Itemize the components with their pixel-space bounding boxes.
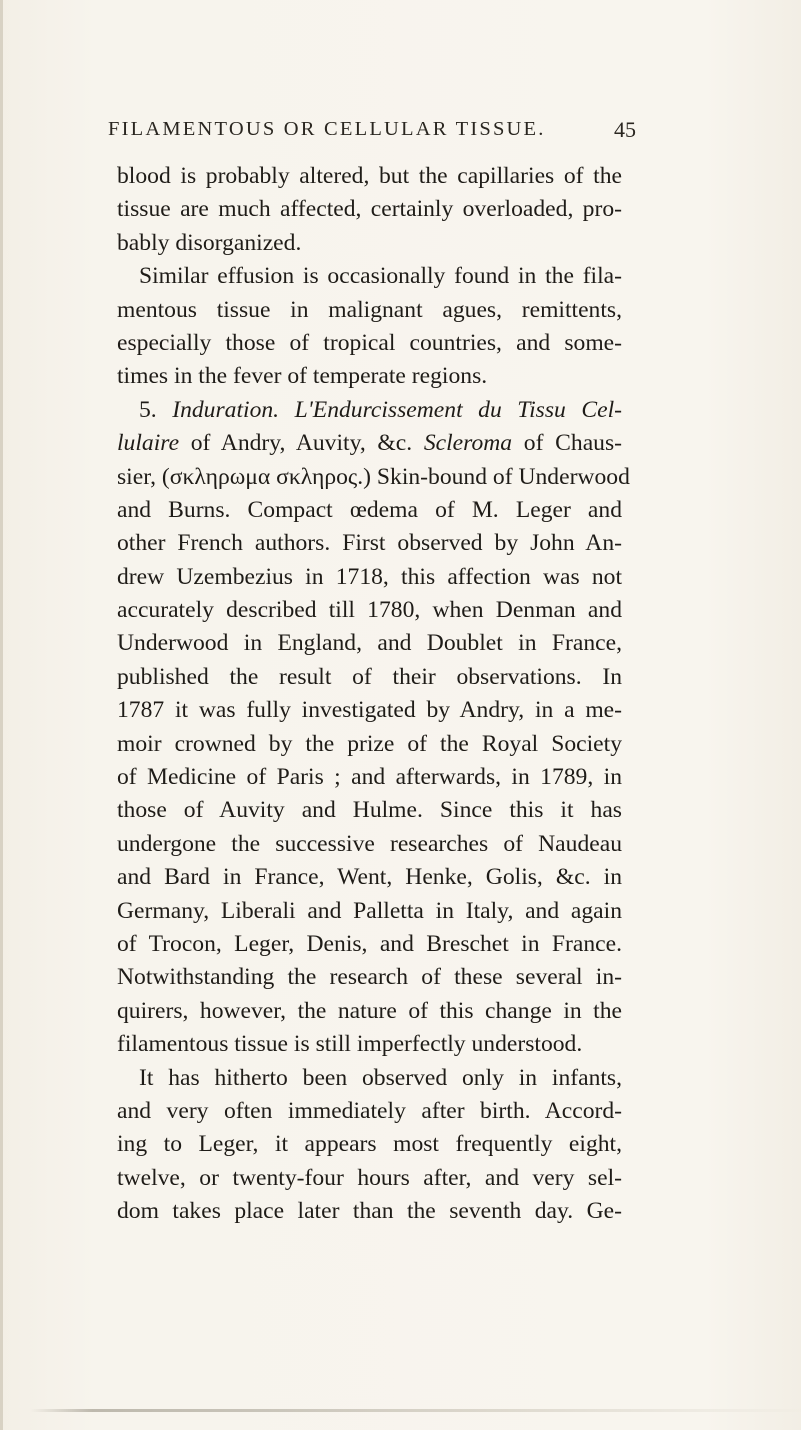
page-header (0, 112, 801, 146)
text-line: drew Uzembezius in 1718, this affection was not (117, 563, 622, 590)
running-head: FILAMENTOUS OR CELLULAR TISSUE. (108, 118, 546, 140)
text-line: twelve, or twenty-four hours after, and very sel- (117, 1164, 622, 1191)
text-line: and very often immediately after birth. Accord- (117, 1097, 622, 1124)
text-line: Germany, Liberali and Palletta in Italy, and again (117, 897, 622, 924)
text-line: published the result of their observations. In (117, 663, 622, 690)
text-line: filamentous tissue is still imperfectly understood. (117, 1031, 583, 1058)
text-line: accurately described till 1780, when Denman and (117, 597, 622, 624)
text-line: sier, (σκληρωμα σκληρος.) Skin-bound of Underwood (117, 463, 630, 490)
text-line: of Trocon, Leger, Denis, and Breschet in France. (117, 930, 622, 957)
text-line: those of Auvity and Hulme. Since this it has (117, 797, 622, 824)
page-bottom-edge (30, 1409, 801, 1412)
text-line: dom takes place later than the seventh day. Ge- (117, 1198, 622, 1225)
text-line: bably disorganized. (117, 229, 302, 256)
text-line: lulaire of Andry, Auvity, &c. Scleroma of Chaus- (117, 430, 622, 457)
text-line: other French authors. First observed by John An- (117, 530, 622, 557)
paragraph-start-line: 5. Induration. L'Endurcissement du Tissu Cel- (139, 396, 622, 423)
page-edge (0, 0, 3, 1430)
text-line: moir crowned by the prize of the Royal Society (117, 730, 622, 757)
text-line: times in the fever of temperate regions. (117, 363, 488, 390)
paragraph-start-line: It has hitherto been observed only in infants, (139, 1064, 622, 1091)
text-line: blood is probably altered, but the capillaries of the (117, 163, 622, 189)
text-line: undergone the successive researches of Naudeau (117, 830, 622, 857)
text-line: and Burns. Compact œdema of M. Leger and (117, 496, 622, 523)
page-number: 45 (614, 117, 636, 142)
text-line: Underwood in England, and Doublet in France, (117, 630, 622, 657)
text-line: quirers, however, the nature of this change in the (117, 997, 622, 1024)
text-line: tissue are much affected, certainly overloaded, pro- (117, 196, 622, 223)
text-line: especially those of tropical countries, and some- (117, 329, 622, 356)
text-line: Notwithstanding the research of these several in- (117, 964, 622, 991)
text-line: and Bard in France, Went, Henke, Golis, &c. in (117, 864, 622, 891)
text-line: ing to Leger, it appears most frequently eight, (117, 1131, 622, 1158)
body-text (117, 160, 630, 1229)
text-line: mentous tissue in malignant agues, remittents, (117, 296, 622, 323)
text-line: of Medicine of Paris ; and afterwards, in 1789, in (117, 764, 622, 791)
paragraph-start-line: Similar effusion is occasionally found in the fila- (139, 263, 622, 290)
text-line: 1787 it was fully investigated by Andry, in a me- (117, 697, 622, 724)
